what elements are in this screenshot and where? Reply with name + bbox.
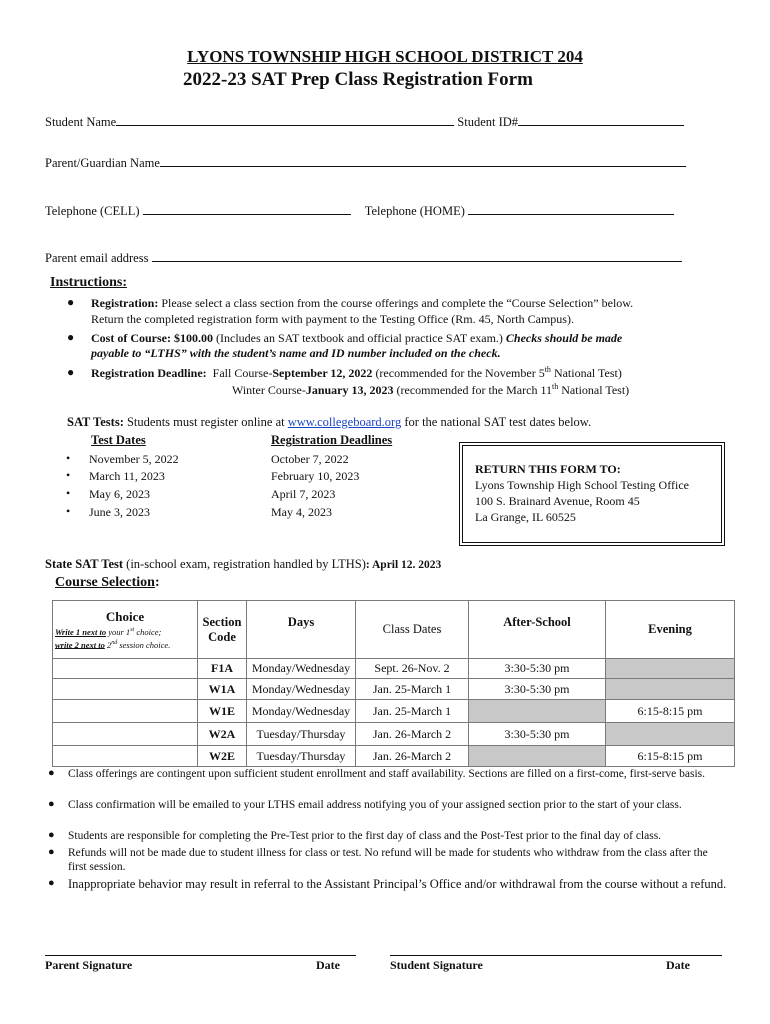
choice-header [53,601,198,659]
test-date: November 5, 2022 [89,452,179,466]
days-header: Days [247,601,356,659]
district-title: LYONS TOWNSHIP HIGH SCHOOL DISTRICT 204 [187,47,583,66]
tel-home-line[interactable] [468,203,674,215]
parent-email-row [45,250,682,266]
parent-name-line[interactable] [160,155,686,167]
parent-email-label: Parent email address [45,251,149,265]
table-row [53,746,735,767]
cost-text: (Includes an SAT textbook and official practice SAT exam.) [213,331,506,345]
parent-signature-label: Parent Signature [45,958,133,972]
days-cell: Tuesday/Thursday [247,746,356,767]
evening-cell: 6:15-8:15 pm [606,746,735,767]
choice-note-e: 2 [104,639,112,650]
code-header-label: Code [208,629,236,644]
cost-line [91,331,622,346]
after-school-cell [469,746,606,767]
bullet-icon: • [66,504,71,518]
class-dates-cell: Jan. 25-March 1 [356,679,469,700]
bullet-icon: • [66,451,71,465]
deadline-date: October 7, 2022 [271,452,349,466]
test-date: June 3, 2023 [89,505,150,519]
section-code-cell: W1E [198,700,247,723]
student-signature-label: Student Signature [390,958,483,972]
bullet-icon: ● [48,846,55,858]
choice-note-sup2: nd [111,639,118,646]
winter-sup: th [552,382,559,391]
note-item: Students are responsible for completing the Pre-Test prior to the first day of class and the Post-Test prior to the final day of class. [68,830,662,842]
table-row [53,700,735,723]
choice-cell[interactable] [53,700,198,723]
student-name-line[interactable] [116,114,454,126]
course-selection-colon: : [154,575,160,590]
registration-label: Registration: [91,296,159,310]
parent-signature-line[interactable] [45,955,356,956]
parent-date-label: Date [316,958,340,972]
registration-deadlines-header: Registration Deadlines [271,433,393,447]
test-dates-header: Test Dates [91,433,146,447]
bullet-icon: ● [48,877,55,889]
winter-date: January 13, 2023 [305,383,394,397]
winter-note: (recommended for the March 11 [393,383,553,397]
choice-cell[interactable] [53,723,198,746]
choice-cell[interactable] [53,679,198,700]
table-row [53,659,735,679]
student-name-row [45,114,684,130]
tel-cell-line[interactable] [143,203,351,215]
note-item: Inappropriate behavior may result in referral to the Assistant Principal’s Office and/or withdrawal from the course without a refund. [68,877,727,891]
return-title: RETURN THIS FORM TO: [475,462,621,476]
telephone-row [45,203,674,219]
student-date-label: Date [666,958,690,972]
test-date: May 6, 2023 [89,487,150,501]
sat-tests-text-after: for the national SAT test dates below. [401,415,592,429]
section-code-cell: F1A [198,659,247,679]
note-item: Class confirmation will be emailed to your LTHS email address notifying you of your assigned section prior to the start of your class. [68,799,682,811]
evening-header: Evening [606,601,735,659]
sat-tests-label: SAT Tests: [67,415,124,429]
course-selection-title [55,575,160,591]
section-code-cell: W1A [198,679,247,700]
days-cell: Monday/Wednesday [247,700,356,723]
note-item: Refunds will not be made due to student illness for class or test. No refund will be made for students who withdraw from the class after the first session. [68,847,708,873]
section-code-header [198,601,247,659]
bullet-icon: ● [67,330,75,344]
bullet-icon: ● [67,295,75,309]
bullet-icon: ● [67,365,75,379]
state-sat-label: State SAT Test [45,557,124,571]
choice-note-sup1: st [130,626,135,633]
choice-note-a: Write 1 next to [55,626,107,637]
after-school-cell [469,700,606,723]
deadline-line [91,365,622,381]
class-dates-cell: Jan. 26-March 2 [356,723,469,746]
after-school-header: After-School [469,601,606,659]
choice-header-label: Choice [105,608,145,624]
class-dates-header: Class Dates [356,601,469,659]
cost-checks-2: payable to “LTHS” with the student’s name and ID number included on the check. [91,346,501,360]
instructions-title: Instructions: [50,275,128,290]
deadline-date: April 7, 2023 [271,487,336,501]
return-line-2: 100 S. Brainard Avenue, Room 45 [475,494,640,508]
winter-end: National Test) [558,383,630,397]
student-id-line[interactable] [518,114,684,126]
days-cell: Monday/Wednesday [247,659,356,679]
deadline-date: May 4, 2023 [271,505,332,519]
registration-line [91,296,633,311]
choice-note-b: your 1 [106,626,131,637]
table-row [53,679,735,700]
registration-text: Please select a class section from the course offerings and complete the “Course Selection” below. [158,296,634,310]
choice-cell[interactable] [53,746,198,767]
days-cell: Monday/Wednesday [247,679,356,700]
choice-note-c: choice; [134,626,162,637]
note-item: Class offerings are contingent upon sufficient student enrollment and staff availability. Sections are filled on a first-come, first-serve basis. [68,768,706,780]
class-dates-cell: Sept. 26-Nov. 2 [356,659,469,679]
section-header-label: Section [202,614,242,629]
student-signature-line[interactable] [390,955,722,956]
state-sat-text: (in-school exam, registration handled by LTHS) [123,557,366,571]
test-date: March 11, 2023 [89,469,165,483]
return-form-box [462,445,722,543]
parent-email-line[interactable] [152,250,682,262]
after-school-cell: 3:30-5:30 pm [469,723,606,746]
choice-cell[interactable] [53,659,198,679]
student-name-label: Student Name [45,115,117,129]
evening-cell [606,679,735,700]
form-title: 2022-23 SAT Prep Class Registration Form [183,69,533,90]
section-code-cell: W2A [198,723,247,746]
fall-sup: th [544,365,551,374]
sat-tests-line [67,415,591,430]
table-row [53,723,735,746]
choice-note-d: write 2 next to [55,639,105,650]
parent-name-row [45,155,686,171]
parent-name-label: Parent/Guardian Name [45,156,160,170]
state-sat-date: : April 12. 2023 [365,559,442,571]
tel-home-label: Telephone (HOME) [364,204,465,218]
student-id-label: Student ID# [457,115,519,129]
course-selection-title-text: Course Selection [55,575,155,590]
registration-text-2: Return the completed registration form with payment to the Testing Office (Rm. 45, North Campus). [91,312,574,326]
winter-prefix: Winter Course- [232,383,306,397]
winter-line [232,382,629,398]
class-dates-cell: Jan. 25-March 1 [356,700,469,723]
cost-label: Cost of Course [91,331,167,345]
evening-cell [606,659,735,679]
course-table [52,600,735,767]
bullet-icon: ● [48,767,55,779]
evening-cell [606,723,735,746]
after-school-cell: 3:30-5:30 pm [469,679,606,700]
choice-note [53,625,197,651]
bullet-icon: • [66,468,71,482]
collegeboard-link[interactable]: www.collegeboard.org [287,415,402,429]
choice-note-f: session choice. [117,639,171,650]
deadline-date: February 10, 2023 [271,469,360,483]
cost-checks: Checks should be made [505,331,623,345]
return-line-3: La Grange, IL 60525 [475,510,576,524]
bullet-icon: ● [48,798,55,810]
fall-end: National Test) [550,366,622,380]
class-dates-cell: Jan. 26-March 2 [356,746,469,767]
course-table-header [53,601,735,659]
state-sat-line [45,557,441,572]
return-line-1: Lyons Township High School Testing Office [475,478,689,492]
after-school-cell: 3:30-5:30 pm [469,659,606,679]
cost-amount: : $100.00 [167,331,213,345]
bullet-icon: ● [48,829,55,841]
fall-prefix: Fall Course- [212,366,273,380]
section-code-cell: W2E [198,746,247,767]
sat-tests-text: Students must register online at [123,415,288,429]
evening-cell: 6:15-8:15 pm [606,700,735,723]
fall-date: September 12, 2022 [272,366,373,380]
fall-note: (recommended for the November 5 [372,366,545,380]
days-cell: Tuesday/Thursday [247,723,356,746]
tel-cell-label: Telephone (CELL) [45,204,140,218]
bullet-icon: • [66,486,71,500]
deadline-label: Registration Deadline: [91,366,207,380]
